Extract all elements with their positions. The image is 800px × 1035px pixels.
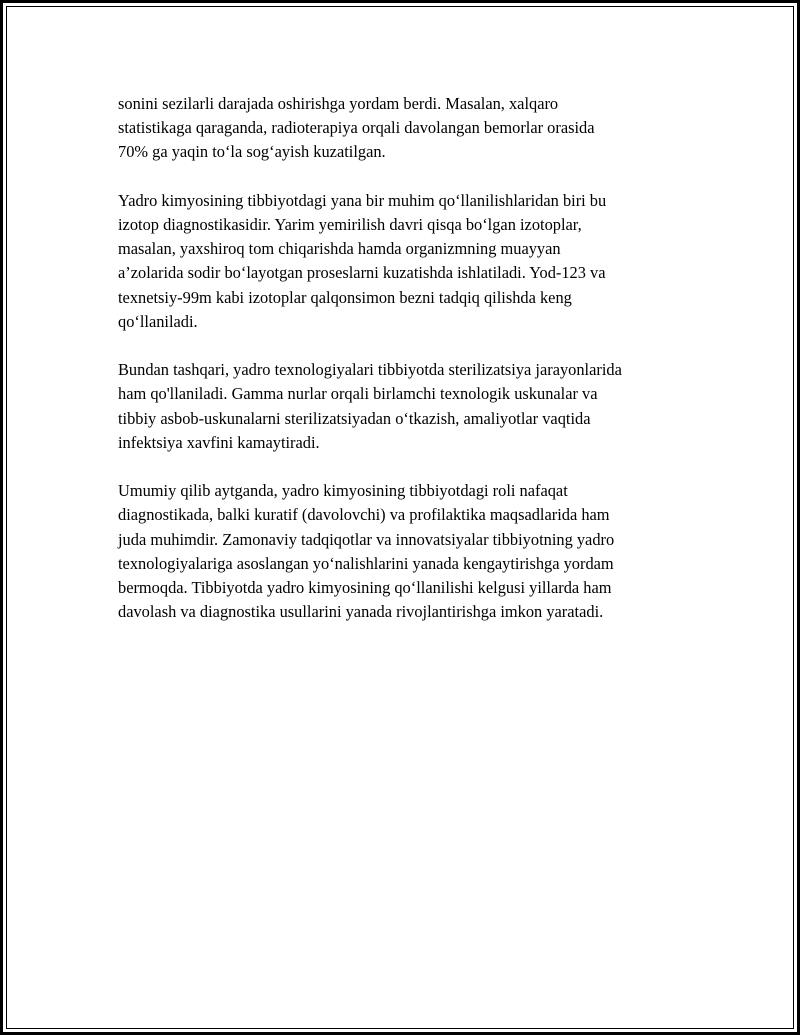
- text-line: izotop diagnostikasidir. Yarim yemirilish davri qisqa bo‘lgan izotoplar,: [118, 215, 582, 234]
- text-line: a’zolarida sodir bo‘layotgan proseslarni kuzatishda ishlatiladi. Yod-123 va: [118, 263, 606, 283]
- paragraph-2: [118, 189, 698, 334]
- text-line: sonini sezilarli darajada oshirishga yordam berdi. Masalan, xalqaro: [118, 94, 559, 113]
- paragraph-3: [118, 358, 698, 455]
- text-line: texnologiyalariga asoslangan yo‘nalishlarini yanada kengaytirishga yordam: [118, 553, 614, 573]
- text-line: Bundan tashqari, yadro texnologiyalari tibbiyotda sterilizatsiya jarayonlarida: [118, 360, 622, 380]
- text-line: 70% ga yaqin to‘la sog‘ayish kuzatilgan.: [118, 142, 386, 162]
- text-line: infektsiya xavfini kamaytiradi.: [118, 432, 320, 452]
- text-line: davolash va diagnostika usullarini yanada rivojlantirishga imkon yaratadi.: [118, 602, 604, 622]
- text-line: masalan, yaxshiroq tom chiqarishda hamda organizmning muayyan: [118, 239, 561, 259]
- text-line: diagnostikada, balki kuratif (davolovchi) va profilaktika maqsadlarida ham: [118, 505, 610, 525]
- document-body: [118, 92, 698, 649]
- text-line: Umumiy qilib aytganda, yadro kimyosining tibbiyotdagi roli nafaqat: [118, 481, 568, 501]
- text-line: bermoqda. Tibbiyotda yadro kimyosining qo‘llanilishi kelgusi yillarda ham: [118, 578, 612, 598]
- text-line: juda muhimdir. Zamonaviy tadqiqotlar va innovatsiyalar tibbiyotning yadro: [118, 529, 615, 549]
- text-line: statistikaga qaraganda, radioterapiya orqali davolangan bemorlar orasida: [118, 118, 595, 138]
- text-line: qo‘llaniladi.: [118, 311, 198, 331]
- paragraph-4: [118, 479, 698, 624]
- text-line: tibbiy asbob-uskunalarni sterilizatsiyadan o‘tkazish, amaliyotlar vaqtida: [118, 408, 591, 428]
- text-line: ham qo'llaniladi. Gamma nurlar orqali birlamchi texnologik uskunalar va: [118, 384, 598, 404]
- paragraph-1: [118, 92, 698, 165]
- text-line: Yadro kimyosining tibbiyotdagi yana bir muhim qo‘llanilishlaridan biri bu: [118, 190, 607, 210]
- text-line: texnetsiy-99m kabi izotoplar qalqonsimon bezni tadqiq qilishda keng: [118, 287, 572, 307]
